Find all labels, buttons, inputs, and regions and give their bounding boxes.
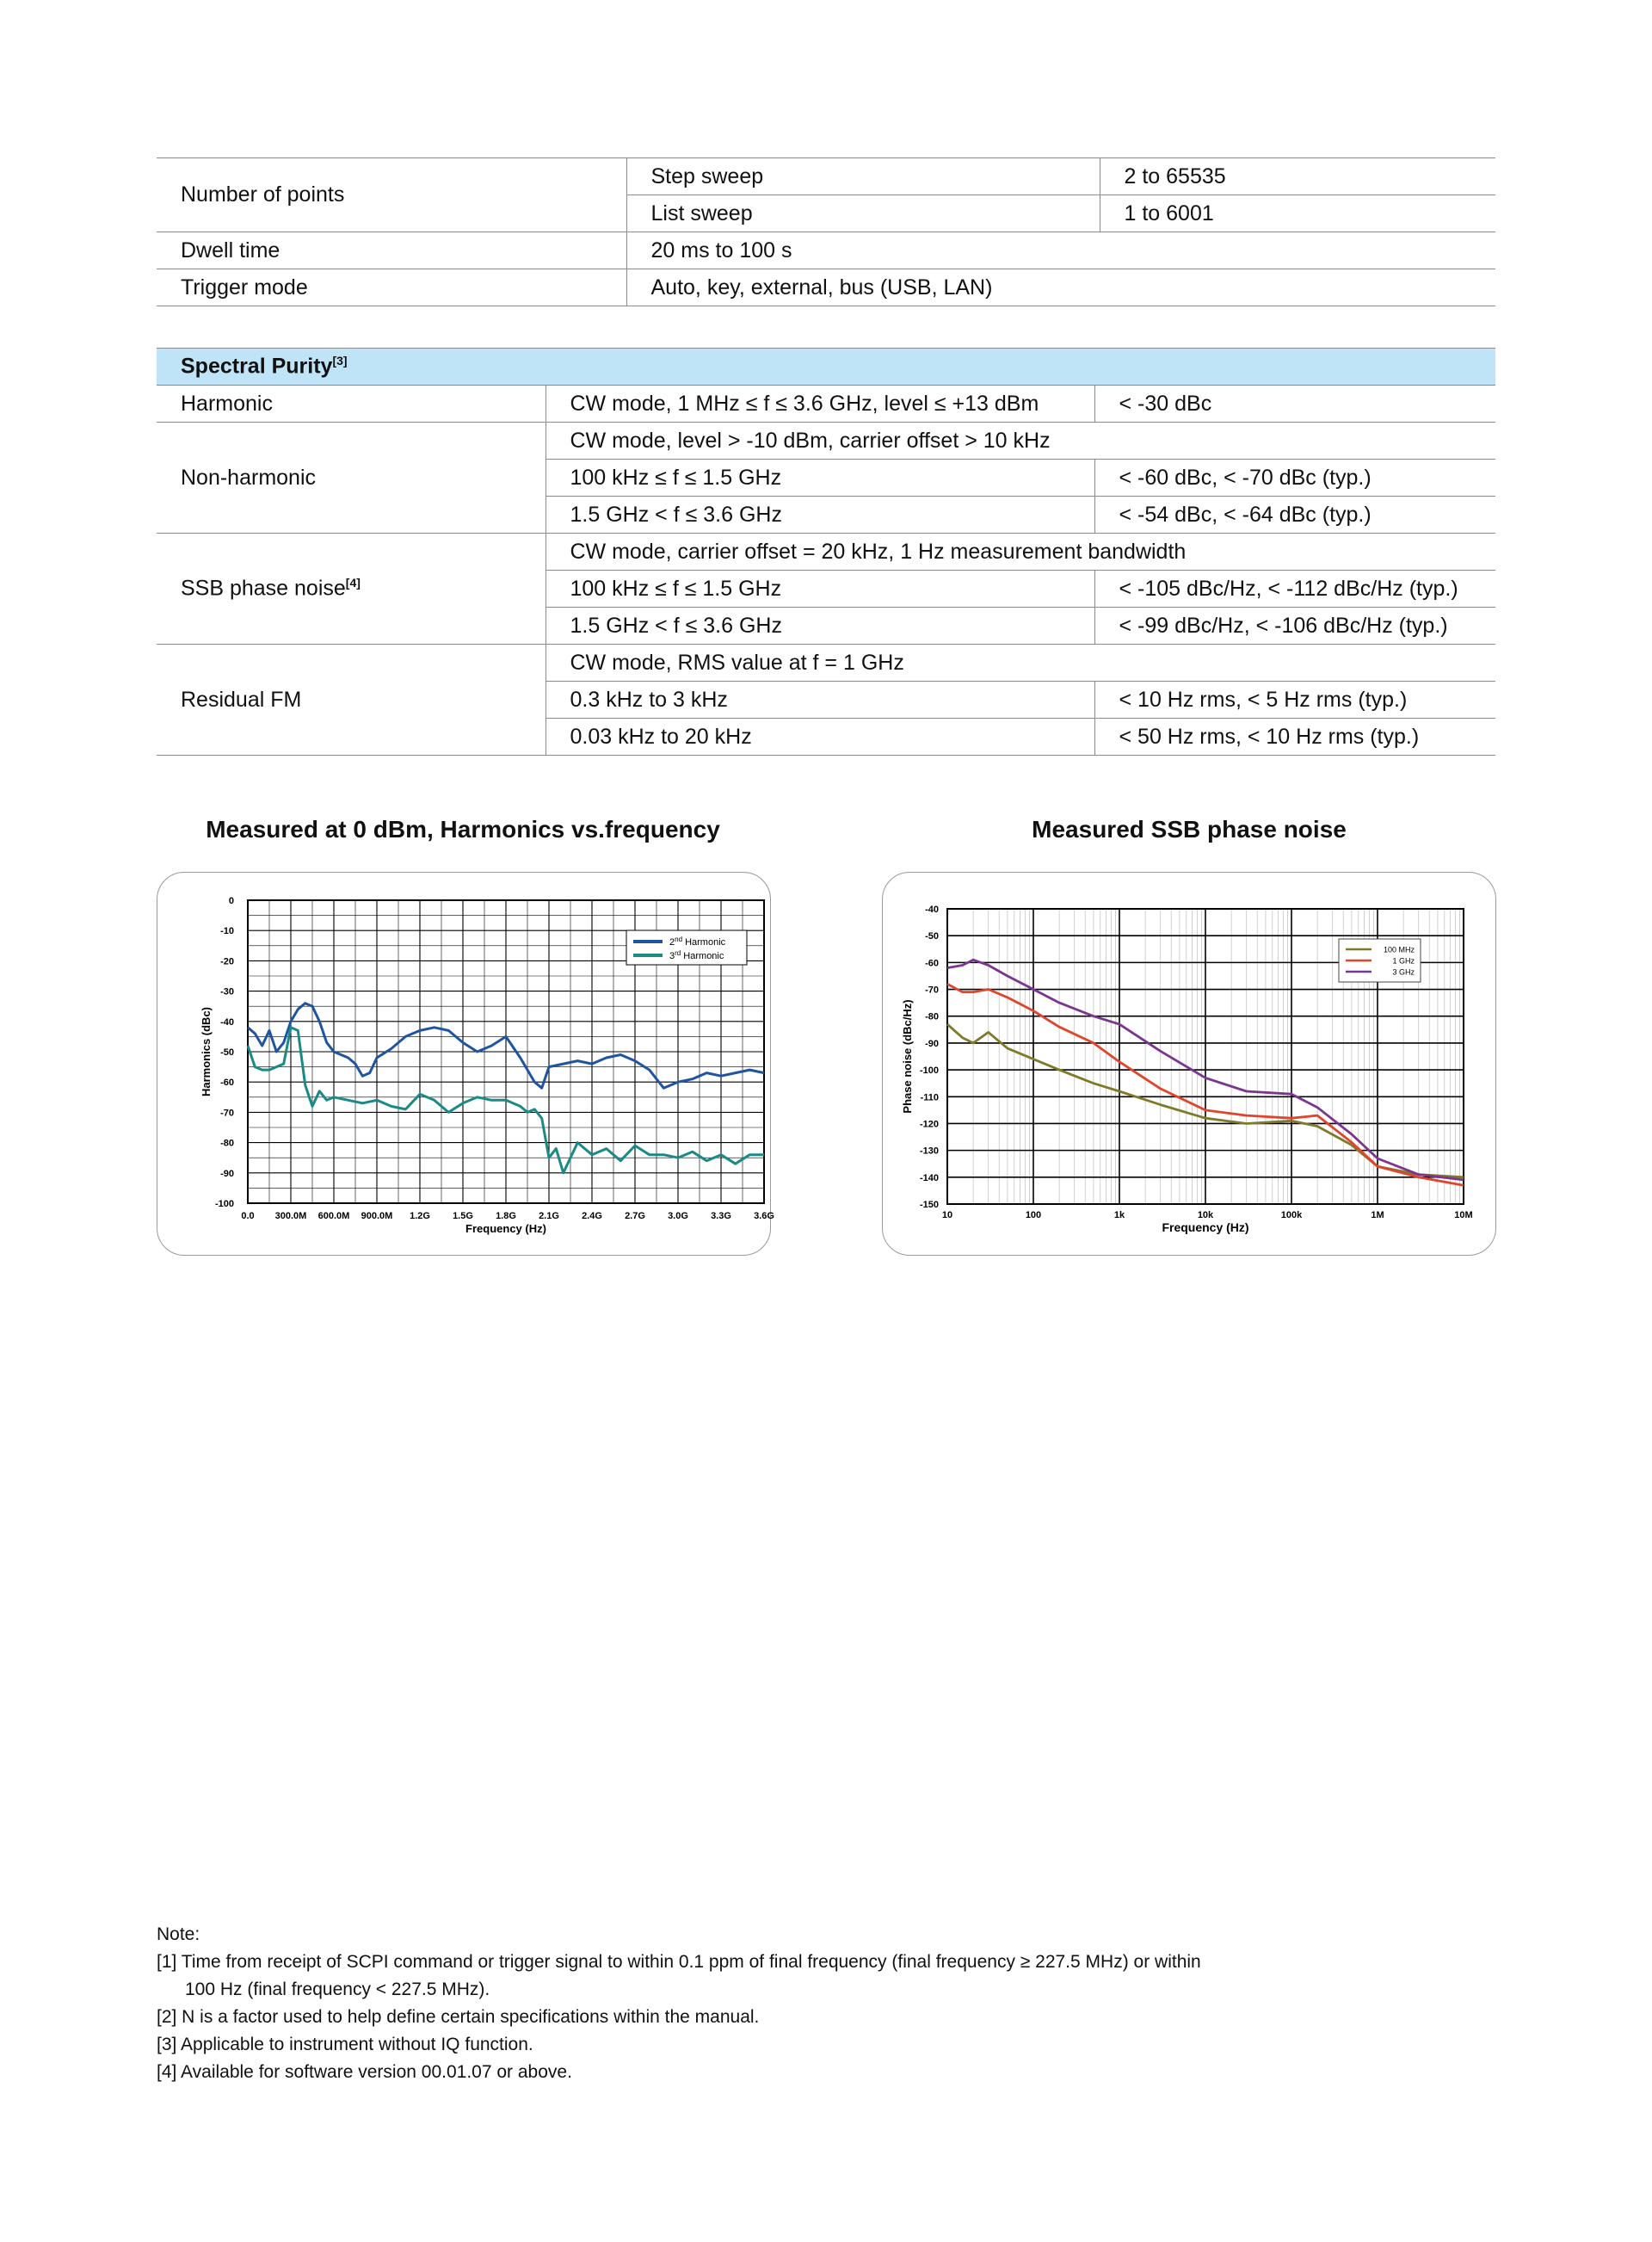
y-tick-label: -90 xyxy=(925,1038,939,1049)
phase-noise-chart-panel xyxy=(882,872,1496,1256)
x-tick-label: 0.0 xyxy=(241,1211,255,1221)
x-tick-label: 300.0M xyxy=(274,1211,307,1221)
section-header xyxy=(157,349,1495,386)
y-tick-label: -60 xyxy=(220,1078,234,1089)
cell: Auto, key, external, bus (USB, LAN) xyxy=(626,269,1495,306)
note-item: 100 Hz (final frequency < 227.5 MHz). xyxy=(185,1980,490,1999)
row-label: Dwell time xyxy=(157,232,626,269)
footnote-ref: [4] xyxy=(345,576,361,590)
y-tick-label: -20 xyxy=(220,956,234,967)
legend-label: 2nd Harmonic xyxy=(669,936,726,948)
chart-title-harmonics: Measured at 0 dBm, Harmonics vs.frequency xyxy=(206,816,720,843)
cell: CW mode, RMS value at f = 1 GHz xyxy=(546,645,1495,682)
row-label: Number of points xyxy=(157,158,626,232)
note-item: [3] Applicable to instrument without IQ function. xyxy=(157,2035,533,2054)
table-row xyxy=(157,386,1495,423)
note-item: [2] N is a factor used to help define certain specifications within the manual. xyxy=(157,2007,760,2027)
chart-title-phase-noise: Measured SSB phase noise xyxy=(1032,816,1347,843)
note-item: [1] Time from receipt of SCPI command or trigger signal to within 0.1 ppm of final frequency (final frequency ≥ 227.5 MHz) or within xyxy=(157,1952,1201,1972)
x-tick-label: 1.2G xyxy=(410,1211,430,1221)
y-tick-label: -60 xyxy=(925,958,939,969)
legend-label: 3 GHz xyxy=(1392,967,1415,977)
x-tick-label: 3.6G xyxy=(754,1211,774,1221)
cell: < 50 Hz rms, < 10 Hz rms (typ.) xyxy=(1094,719,1495,756)
x-tick-label: 2.4G xyxy=(582,1211,602,1221)
cell: 0.03 kHz to 20 kHz xyxy=(546,719,1094,756)
x-tick-label: 3.0G xyxy=(668,1211,688,1221)
x-tick-label: 10M xyxy=(1454,1210,1473,1220)
y-tick-label: -120 xyxy=(919,1119,939,1130)
y-axis-label: Phase noise (dBc/Hz) xyxy=(901,999,914,1114)
sweep-table xyxy=(157,157,1495,306)
cell: 0.3 kHz to 3 kHz xyxy=(546,682,1094,719)
y-tick-label: -50 xyxy=(220,1047,234,1058)
notes-heading: Note: xyxy=(157,1924,200,1944)
x-tick-label: 1.5G xyxy=(453,1211,473,1221)
y-tick-label: -10 xyxy=(220,926,234,937)
harmonics-chart-panel xyxy=(157,872,774,1256)
cell: 20 ms to 100 s xyxy=(626,232,1495,269)
phase-noise-chart xyxy=(883,873,1495,1255)
cell: 100 kHz ≤ f ≤ 1.5 GHz xyxy=(546,460,1094,497)
cell: List sweep xyxy=(626,195,1100,232)
x-tick-label: 1k xyxy=(1113,1210,1125,1220)
table-row xyxy=(157,158,1495,195)
cell: < -105 dBc/Hz, < -112 dBc/Hz (typ.) xyxy=(1094,571,1495,608)
x-tick-label: 2.1G xyxy=(539,1211,559,1221)
note-item: [4] Available for software version 00.01.07 or above. xyxy=(157,2062,572,2082)
row-label: Trigger mode xyxy=(157,269,626,306)
row-label: Non-harmonic xyxy=(157,423,546,534)
table-row xyxy=(157,645,1495,682)
y-tick-label: -100 xyxy=(919,1065,939,1077)
x-tick-label: 900.0M xyxy=(361,1211,393,1221)
spectral-purity-table xyxy=(157,348,1495,756)
legend-label: 3rd Harmonic xyxy=(669,949,724,961)
x-tick-label: 1.8G xyxy=(496,1211,516,1221)
table-row xyxy=(157,534,1495,571)
footnote-ref: [3] xyxy=(332,354,348,368)
notes xyxy=(157,1921,1201,2086)
cell: < -54 dBc, < -64 dBc (typ.) xyxy=(1094,497,1495,534)
y-tick-label: -100 xyxy=(214,1199,234,1209)
cell: Step sweep xyxy=(626,158,1100,195)
y-tick-label: -130 xyxy=(919,1146,939,1157)
y-tick-label: -40 xyxy=(925,905,939,915)
y-tick-label: -90 xyxy=(220,1168,234,1179)
y-tick-label: -80 xyxy=(925,1011,939,1022)
x-tick-label: 2.7G xyxy=(625,1211,645,1221)
cell: CW mode, 1 MHz ≤ f ≤ 3.6 GHz, level ≤ +13 dBm xyxy=(546,386,1094,423)
y-tick-label: -110 xyxy=(920,1092,939,1103)
row-label: Residual FM xyxy=(157,645,546,756)
cell: CW mode, level > -10 dBm, carrier offset > 10 kHz xyxy=(546,423,1495,460)
row-label xyxy=(157,534,546,645)
legend-label: 1 GHz xyxy=(1392,956,1415,966)
cell: 1.5 GHz < f ≤ 3.6 GHz xyxy=(546,497,1094,534)
x-tick-label: 3.3G xyxy=(711,1211,731,1221)
row-label-text: SSB phase noise xyxy=(181,576,346,601)
section-title-text: Spectral Purity xyxy=(181,354,333,379)
y-axis-label: Harmonics (dBc) xyxy=(200,1006,213,1097)
x-tick-label: 1M xyxy=(1371,1210,1384,1220)
table-row xyxy=(157,423,1495,460)
cell: 2 to 65535 xyxy=(1100,158,1495,195)
cell: < -30 dBc xyxy=(1094,386,1495,423)
legend-label: 100 MHz xyxy=(1383,945,1415,954)
cell: < -99 dBc/Hz, < -106 dBc/Hz (typ.) xyxy=(1094,608,1495,645)
harmonics-chart xyxy=(157,873,774,1255)
cell: CW mode, carrier offset = 20 kHz, 1 Hz measurement bandwidth xyxy=(546,534,1495,571)
row-label: Harmonic xyxy=(157,386,546,423)
y-tick-label: -150 xyxy=(919,1200,939,1210)
y-tick-label: 0 xyxy=(228,896,234,906)
y-tick-label: -80 xyxy=(220,1138,234,1149)
cell: < 10 Hz rms, < 5 Hz rms (typ.) xyxy=(1094,682,1495,719)
x-tick-label: 10 xyxy=(941,1210,953,1220)
x-tick-label: 600.0M xyxy=(317,1211,350,1221)
cell: < -60 dBc, < -70 dBc (typ.) xyxy=(1094,460,1495,497)
x-axis-label: Frequency (Hz) xyxy=(465,1222,546,1235)
section-title xyxy=(157,349,1495,386)
y-tick-label: -70 xyxy=(925,985,939,996)
y-tick-label: -140 xyxy=(919,1172,939,1183)
table-row xyxy=(157,232,1495,269)
cell: 1 to 6001 xyxy=(1100,195,1495,232)
y-tick-label: -30 xyxy=(220,986,234,997)
x-tick-label: 100 xyxy=(1025,1210,1042,1220)
cell: 1.5 GHz < f ≤ 3.6 GHz xyxy=(546,608,1094,645)
y-tick-label: -70 xyxy=(220,1108,234,1119)
x-tick-label: 100k xyxy=(1280,1210,1303,1220)
table-row xyxy=(157,269,1495,306)
x-axis-label: Frequency (Hz) xyxy=(1162,1220,1249,1234)
x-tick-label: 10k xyxy=(1197,1210,1214,1220)
y-tick-label: -40 xyxy=(220,1016,234,1028)
cell: 100 kHz ≤ f ≤ 1.5 GHz xyxy=(546,571,1094,608)
y-tick-label: -50 xyxy=(925,931,939,942)
